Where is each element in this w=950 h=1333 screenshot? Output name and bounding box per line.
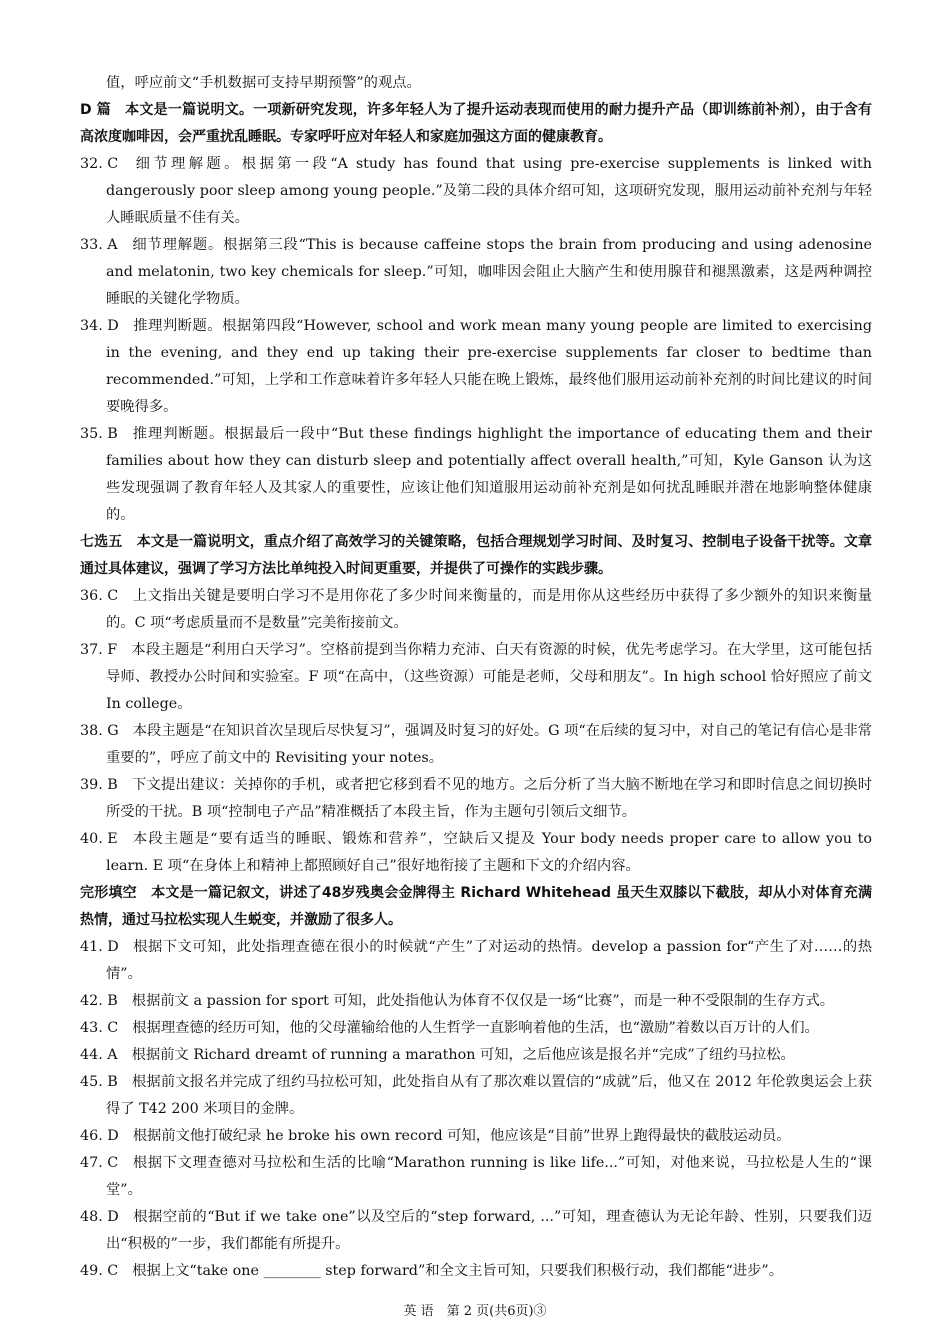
section-header-d: D 篇 本文是一篇说明文。一项新研究发现，许多年轻人为了提升运动表现而使用的耐力提升产品（即训练前补剂），由于含有高浓度咖啡因，会严重扰乱睡眠。专家呼吁应对年轻人和家庭加强这方面的健康教育。 — [80, 102, 872, 145]
answer-item-35 — [80, 421, 872, 529]
answer-number: 47. C — [80, 1155, 119, 1171]
answer-item-32 — [80, 151, 872, 232]
answer-number: 35. B — [80, 426, 118, 442]
answer-item-42 — [80, 988, 872, 1015]
answer-text: 根据空前的“But if we take one”以及空后的“step forward, ...”可知，理查德认为无论年龄、性别，只要我们迈出“积极的”一步，我们都能有所提升。 — [106, 1209, 872, 1252]
answer-text: 本段主题是“要有适当的睡眠、锻炼和营养”，空缺后又提及 Your body needs proper care to allow you to learn. E 项“在身体上和精神上都照顾好自己”很好地衔接了主题和下文的介绍内容。 — [106, 831, 872, 874]
answer-text: 本段主题是“在知识首次呈现后尽快复习”，强调及时复习的好处。G 项“在后续的复习中，对自己的笔记有信心是非常重要的”，呼应了前文中的 Revisiting your notes。 — [106, 723, 872, 766]
answer-text: 细节理解题。根据第三段“This is because caffeine stops the brain from producing and using adenosine and melatonin, two key chemicals for sleep.”可知，咖啡因会阻止大脑产生和使用腺苷和褪黑激素，这是两种调控睡眠的关键化学物质。 — [106, 237, 872, 307]
answer-number: 38. G — [80, 723, 119, 739]
section-header-qixuanwu: 七选五 本文是一篇说明文，重点介绍了高效学习的关键策略，包括合理规划学习时间、及时复习、控制电子设备干扰等。文章通过具体建议，强调了学习方法比单纯投入时间更重要，并提供了可操作的实践步骤。 — [80, 534, 872, 577]
answer-text: 根据上文“take one ________ step forward”和全文主旨可知，只要我们积极行动，我们都能“进步”。 — [132, 1263, 783, 1279]
answer-number: 45. B — [80, 1074, 118, 1090]
answer-item-39 — [80, 772, 872, 826]
answer-text: 根据下文理查德对马拉松和生活的比喻“Marathon running is like life...”可知，对他来说，马拉松是人生的“课堂”。 — [106, 1155, 872, 1198]
answer-item-36 — [80, 583, 872, 637]
answer-text: 根据前文 Richard dreamt of running a marathon 可知，之后他应该是报名并“完成”了纽约马拉松。 — [131, 1047, 795, 1063]
answer-number: 44. A — [80, 1047, 118, 1063]
answer-item-47 — [80, 1150, 872, 1204]
answer-item-38 — [80, 718, 872, 772]
answer-text: 细节理解题。根据第一段“A study has found that using pre-exercise supplements is linked with dangerously poor sleep among young people.”及第二段的具体介绍可知，这项研究发现，服用运动前补充剂与年轻人睡眠质量不佳有关。 — [106, 156, 872, 226]
answer-number: 36. C — [80, 588, 119, 604]
answer-text: 下文提出建议：关掉你的手机，或者把它移到看不见的地方。之后分析了当大脑不断地在学习和即时信息之间切换时所受的干扰。B 项“控制电子产品”精准概括了本段主旨，作为主题句引领后文细节。 — [106, 777, 872, 820]
answer-item-43 — [80, 1015, 872, 1042]
answer-number: 33. A — [80, 237, 118, 253]
answer-number: 43. C — [80, 1020, 119, 1036]
answer-number: 49. C — [80, 1263, 119, 1279]
answer-item-34 — [80, 313, 872, 421]
answer-number: 34. D — [80, 318, 119, 334]
answer-item-40 — [80, 826, 872, 880]
answer-text: 根据前文他打破纪录 he broke his own record 可知，他应该是“目前”世界上跑得最快的截肢运动员。 — [132, 1128, 791, 1144]
answer-item-44 — [80, 1042, 872, 1069]
answer-item-49 — [80, 1258, 872, 1285]
answer-text: 根据下文可知，此处指理查德在很小的时候就“产生”了对运动的热情。develop a passion for“产生了对……的热情”。 — [106, 939, 872, 982]
answer-number: 46. D — [80, 1128, 119, 1144]
answer-number: 37. F — [80, 642, 118, 658]
answer-number: 40. E — [80, 831, 118, 847]
answer-item-37 — [80, 637, 872, 718]
answer-item-45 — [80, 1069, 872, 1123]
page-body — [80, 70, 872, 1285]
answer-number: 41. D — [80, 939, 119, 955]
answer-text: 根据理查德的经历可知，他的父母灌输给他的人生哲学一直影响着他的生活，也“激励”着数以百万计的人们。 — [132, 1020, 819, 1036]
answer-number: 48. D — [80, 1209, 119, 1225]
answer-text: 本段主题是“利用白天学习”。空格前提到当你精力充沛、白天有资源的时候，优先考虑学习。在大学里，这可能包括导师、教授办公时间和实验室。F 项“在高中，（这些资源）可能是老师，父母和朋友”。In high school 恰好照应了前文 In college。 — [106, 642, 872, 712]
page-footer: 英 语 第 2 页(共6页)③ — [403, 1304, 547, 1319]
answer-item-41 — [80, 934, 872, 988]
answer-text: 推理判断题。根据最后一段中“But these findings highlight the importance of educating them and their families about how they can disturb sleep and potentially affect overall health,”可知，Kyle Ganson 认为这些发现强调了教育年轻人及其家人的重要性，应该让他们知道服用运动前补充剂是如何扰乱睡眠并潜在地影响整体健康的。 — [106, 426, 872, 523]
answer-item-48 — [80, 1204, 872, 1258]
answer-number: 39. B — [80, 777, 118, 793]
answer-text: 上文指出关键是要明白学习不是用你花了多少时间来衡量的，而是用你从这些经历中获得了多少额外的知识来衡量的。C 项“考虑质量而不是数量”完美衔接前文。 — [106, 588, 872, 631]
answer-number: 42. B — [80, 993, 118, 1009]
answer-item-33 — [80, 232, 872, 313]
answer-number: 32. C — [80, 156, 119, 172]
answer-item-46 — [80, 1123, 872, 1150]
lead-paragraph: 值，呼应前文“手机数据可支持早期预警”的观点。 — [106, 75, 421, 91]
answer-text: 推理判断题。根据第四段“However, school and work mean many young people are limited to exercising in the evening, and they end up taking their pre-exercise supplements far closer to bedtime than recommended.”可知，上学和工作意味着许多年轻人只能在晚上锻炼，最终他们服用运动前补充剂的时间比建议的时间要晚得多。 — [106, 318, 872, 415]
section-header-cloze: 完形填空 本文是一篇记叙文，讲述了48岁残奥会金牌得主 Richard Whitehead 虽天生双膝以下截肢，却从小对体育充满热情，通过马拉松实现人生蜕变，并激励了很多人。 — [80, 885, 872, 928]
answer-text: 根据前文报名并完成了纽约马拉松可知，此处指自从有了那次难以置信的“成就”后，他又在 2012 年伦敦奥运会上获得了 T42 200 米项目的金牌。 — [106, 1074, 872, 1117]
answer-text: 根据前文 a passion for sport 可知，此处指他认为体育不仅仅是一场“比赛”，而是一种不受限制的生存方式。 — [131, 993, 835, 1009]
